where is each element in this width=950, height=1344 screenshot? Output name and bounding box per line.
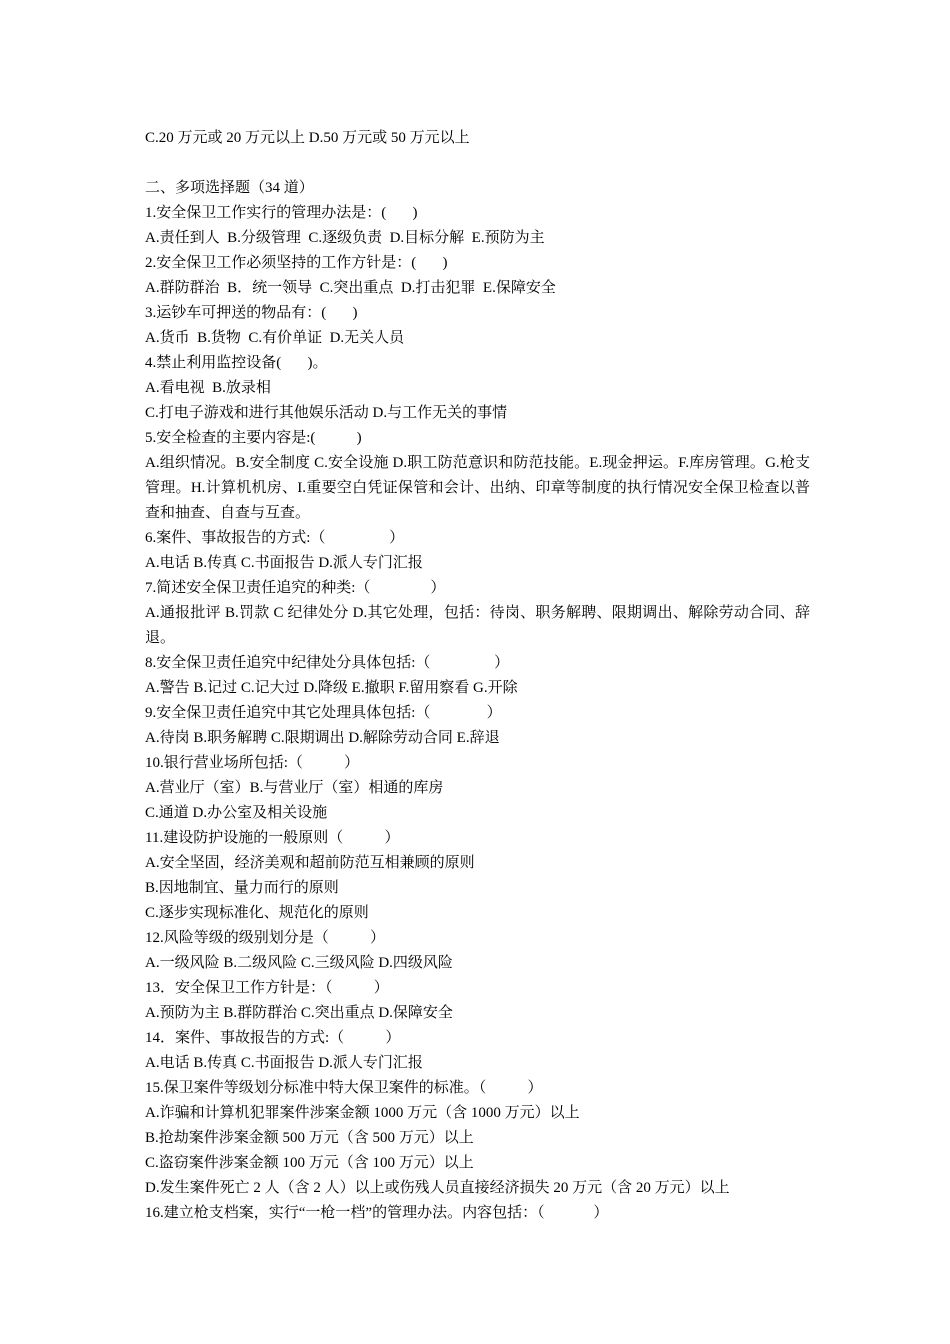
question-6: 6.案件、事故报告的方式:（ ）	[145, 530, 405, 546]
question-15-option-d: D.发生案件死亡 2 人（含 2 人）以上或伤残人员直接经济损失 20 万元（含 20 万元）以上	[145, 1180, 730, 1196]
question-9-options: A.待岗 B.职务解聘 C.限期调出 D.解除劳动合同 E.辞退	[145, 730, 500, 746]
question-11-option-a: A.安全坚固，经济美观和超前防范互相兼顾的原则	[145, 855, 475, 871]
question-2: 2.安全保卫工作必须坚持的工作方针是：( )	[145, 255, 448, 271]
question-1-options: A.责任到人 B.分级管理 C.逐级负责 D.目标分解 E.预防为主	[145, 230, 545, 246]
document-body	[145, 126, 810, 1226]
question-9: 9.安全保卫责任追究中其它处理具体包括:（ ）	[145, 705, 502, 721]
question-16: 16.建立枪支档案，实行“一枪一档”的管理办法。内容包括：（ ）	[145, 1205, 609, 1221]
question-13: 13．安全保卫工作方针是：（ ）	[145, 980, 389, 996]
question-8-options: A.警告 B.记过 C.记大过 D.降级 E.撤职 F.留用察看 G.开除	[145, 680, 518, 696]
question-10: 10.银行营业场所包括:（ ）	[145, 755, 360, 771]
question-12-options: A.一级风险 B.二级风险 C.三级风险 D.四级风险	[145, 955, 453, 971]
question-7-options: A.通报批评 B.罚款 C 纪律处分 D.其它处理，包括：待岗、职务解聘、限期调出、解除劳动合同、辞退。	[145, 605, 810, 646]
question-4-options-b: C.打电子游戏和进行其他娱乐活动 D.与工作无关的事情	[145, 405, 508, 421]
question-6-options: A.电话 B.传真 C.书面报告 D.派人专门汇报	[145, 555, 423, 571]
question-15-option-a: A.诈骗和计算机犯罪案件涉案金额 1000 万元（含 1000 万元）以上	[145, 1105, 580, 1121]
question-14: 14．案件、事故报告的方式:（ ）	[145, 1030, 401, 1046]
question-5-options: A.组织情况。B.安全制度 C.安全设施 D.职工防范意识和防范技能。E.现金押运。F.库房管理。G.枪支管理。H.计算机机房、I.重要空白凭证保管和会计、出纳、印章等制度的执行情况安全保卫检查以普查和抽查、自查与互查。	[145, 455, 810, 521]
question-11: 11.建设防护设施的一般原则（ ）	[145, 830, 400, 846]
question-7: 7.简述安全保卫责任追究的种类:（ ）	[145, 580, 446, 596]
question-10-options-a: A.营业厅（室）B.与营业厅（室）相通的库房	[145, 780, 444, 796]
previous-answer-line: C.20 万元或 20 万元以上 D.50 万元或 50 万元以上	[145, 130, 470, 146]
question-4-options-a: A.看电视 B.放录相	[145, 380, 271, 396]
question-3-options: A.货币 B.货物 C.有价单证 D.无关人员	[145, 330, 405, 346]
question-3: 3.运钞车可押送的物品有：( )	[145, 305, 358, 321]
question-8: 8.安全保卫责任追究中纪律处分具体包括:（ ）	[145, 655, 510, 671]
question-5: 5.安全检查的主要内容是:( )	[145, 430, 362, 446]
question-2-options: A.群防群治 B．统一领导 C.突出重点 D.打击犯罪 E.保障安全	[145, 280, 556, 296]
question-14-options: A.电话 B.传真 C.书面报告 D.派人专门汇报	[145, 1055, 423, 1071]
blank-line	[145, 151, 810, 176]
question-11-option-c: C.逐步实现标准化、规范化的原则	[145, 905, 369, 921]
question-15: 15.保卫案件等级划分标准中特大保卫案件的标准。（ ）	[145, 1080, 543, 1096]
question-4: 4.禁止利用监控设备( )。	[145, 355, 328, 371]
question-15-option-b: B.抢劫案件涉案金额 500 万元（含 500 万元）以上	[145, 1130, 474, 1146]
question-13-options: A.预防为主 B.群防群治 C.突出重点 D.保障安全	[145, 1005, 453, 1021]
section-heading: 二、多项选择题（34 道）	[145, 180, 314, 196]
question-10-options-b: C.通道 D.办公室及相关设施	[145, 805, 328, 821]
question-1: 1.安全保卫工作实行的管理办法是：( )	[145, 205, 418, 221]
question-12: 12.风险等级的级别划分是（ ）	[145, 930, 386, 946]
question-11-option-b: B.因地制宜、量力而行的原则	[145, 880, 339, 896]
question-15-option-c: C.盗窃案件涉案金额 100 万元（含 100 万元）以上	[145, 1155, 474, 1171]
